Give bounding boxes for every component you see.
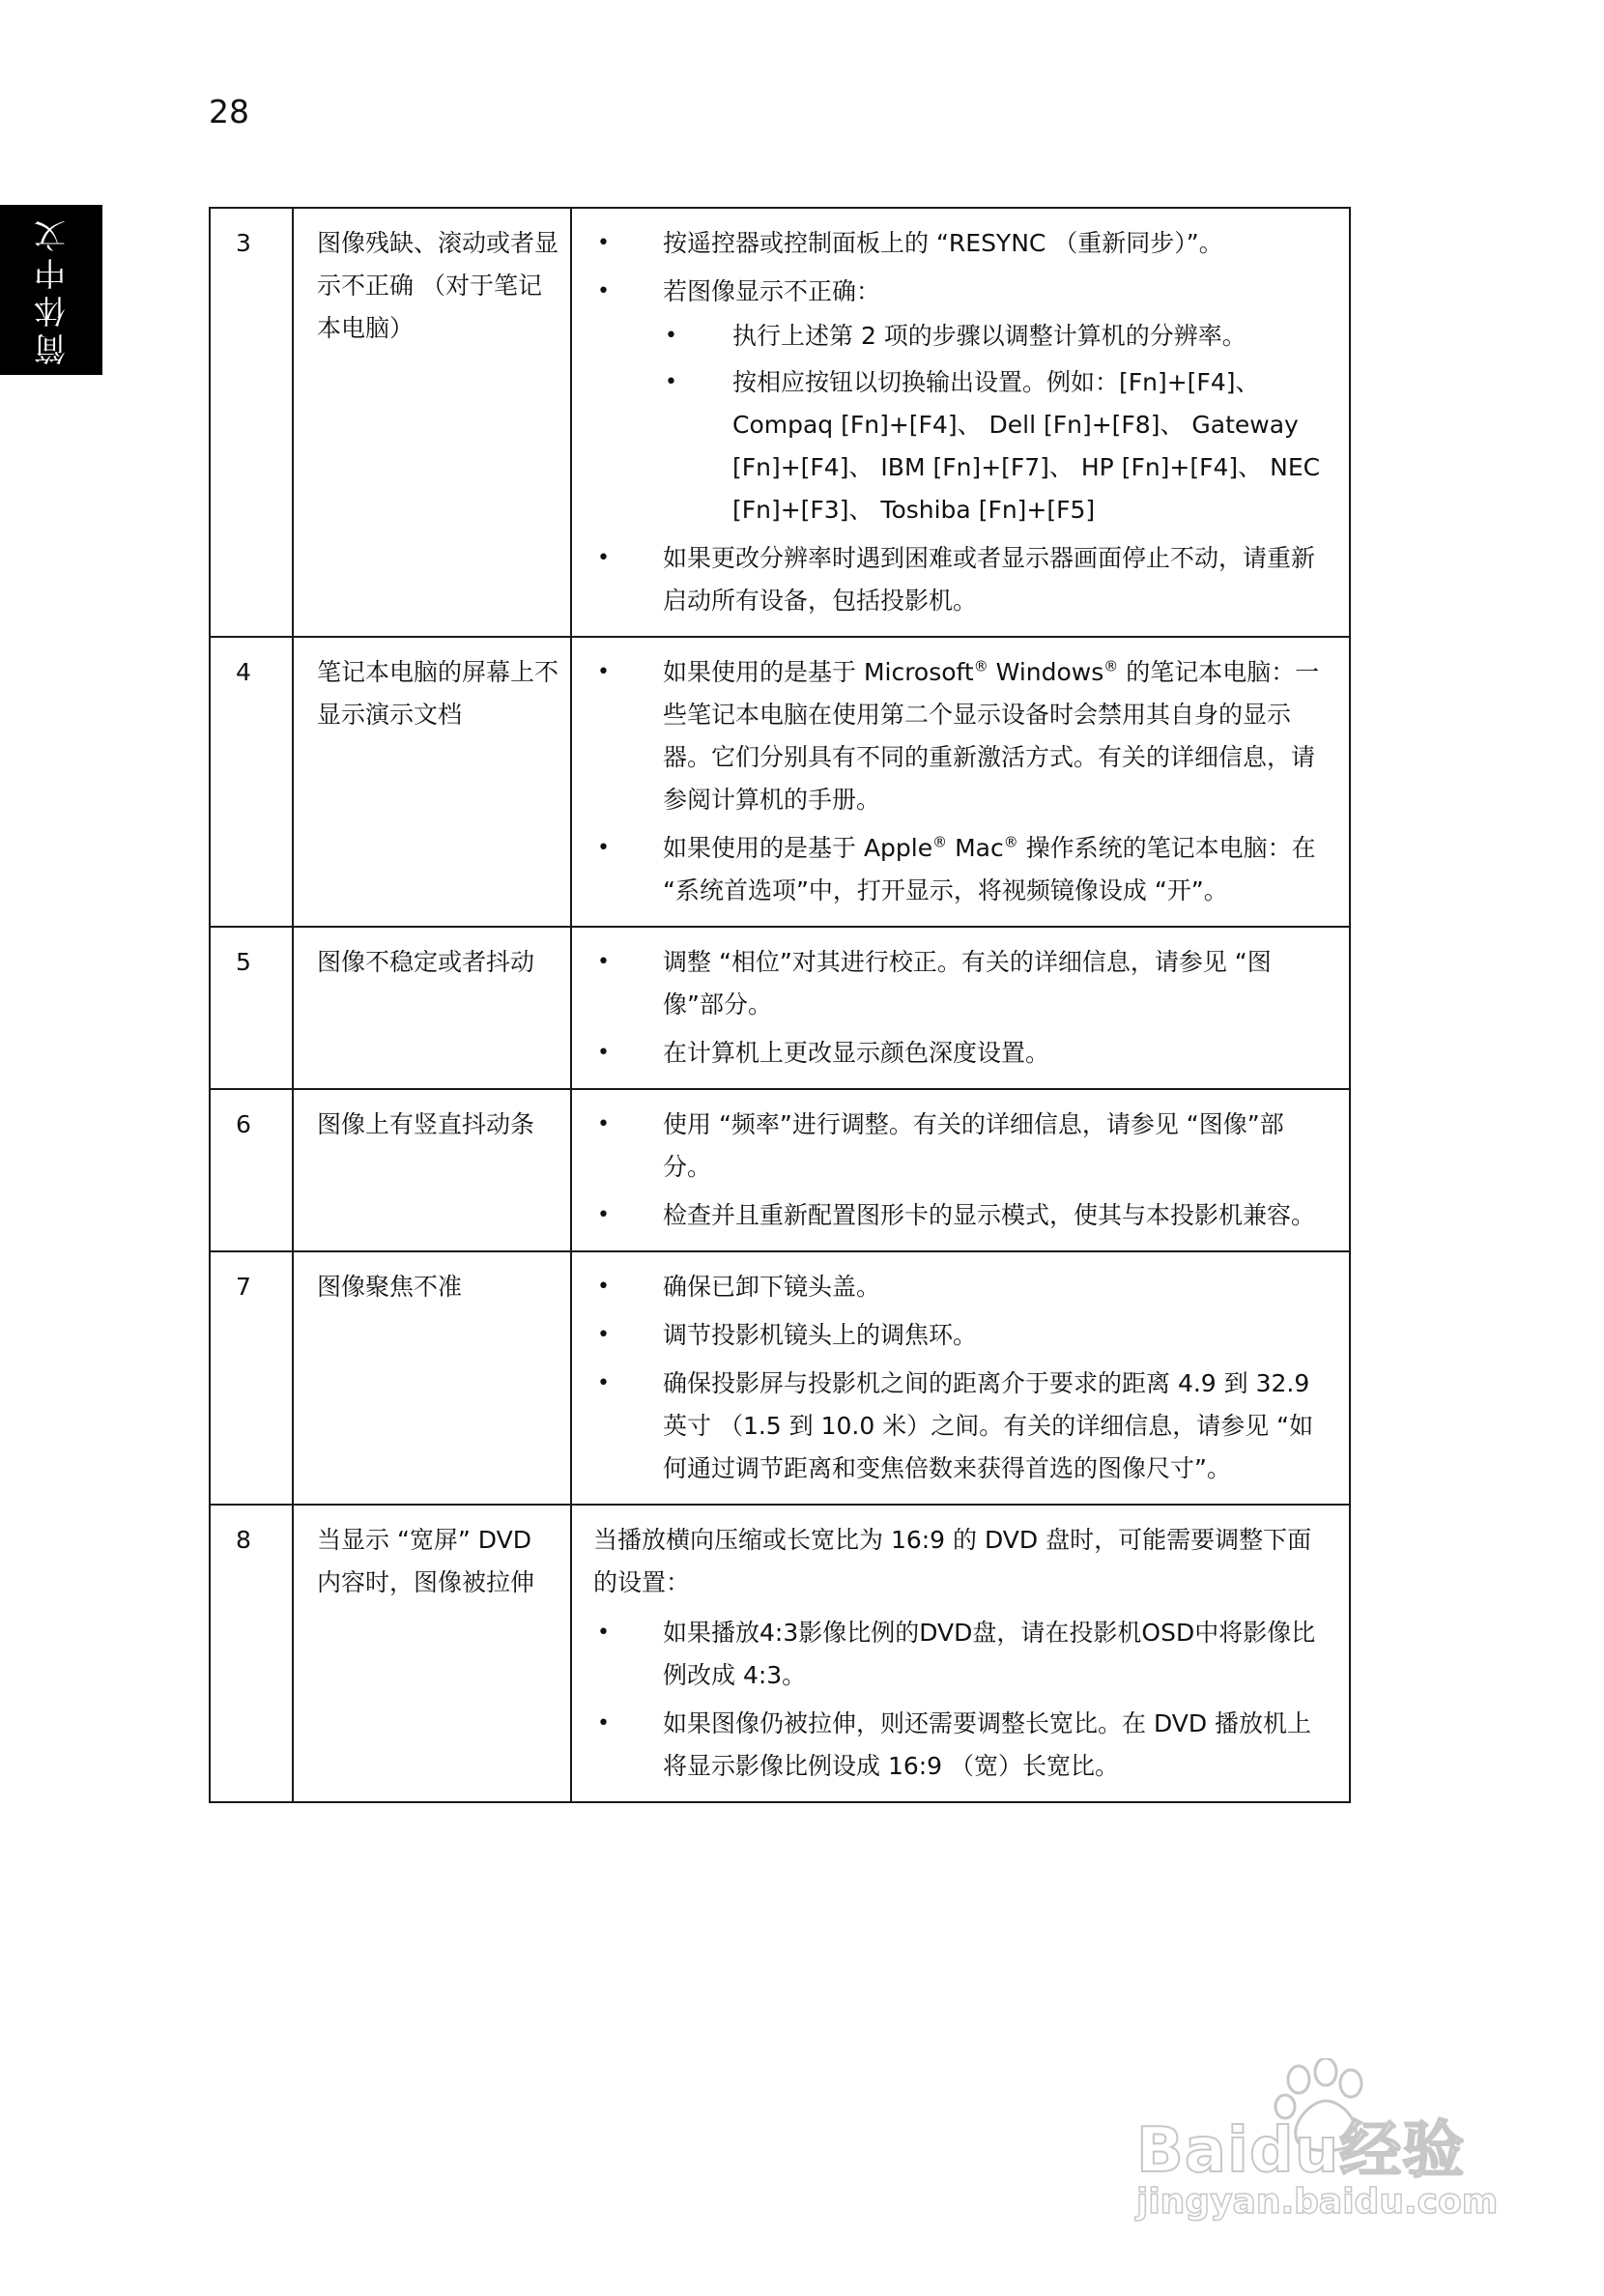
bullet-icon: • — [597, 1711, 610, 1736]
solution-text: 如果使用的是基于 Apple® Mac® 操作系统的笔记本电脑：在 “系统首选项”中，打开显示，将视频镜像设成 “开”。 — [663, 833, 1316, 904]
solution-cell — [571, 1251, 1350, 1505]
list-item — [593, 1032, 1326, 1075]
solution-text: 按遥控器或控制面板上的 “RESYNC （重新同步）”。 — [663, 229, 1223, 257]
registered-mark: ® — [1103, 657, 1119, 675]
solution-intro: 当播放横向压缩或长宽比为 16:9 的 DVD 盘时，可能需要调整下面的设置： — [593, 1526, 1312, 1596]
troubleshooting-table — [209, 207, 1351, 1803]
language-tab-label: 简体中文 — [32, 215, 71, 365]
solution-text: 如果更改分辨率时遇到困难或者显示器画面停止不动，请重新启动所有设备，包括投影机。 — [663, 544, 1316, 615]
row-number: 8 — [210, 1505, 293, 1802]
solution-cell — [571, 637, 1350, 927]
list-item — [593, 222, 1326, 265]
watermark-brand: Baidu经验 — [1136, 2115, 1466, 2187]
problem-cell: 图像残缺、滚动或者显示不正确 （对于笔记本电脑） — [293, 208, 571, 637]
list-item — [593, 271, 1326, 531]
solution-text: 执行上述第 2 项的步骤以调整计算机的分辨率。 — [732, 322, 1246, 350]
bullet-icon: • — [597, 231, 610, 255]
sub-list-item — [663, 361, 1326, 531]
list-item — [593, 651, 1326, 821]
problem-cell: 当显示 “宽屏” DVD 内容时，图像被拉伸 — [293, 1505, 571, 1802]
problem-cell: 图像上有竖直抖动条 — [293, 1089, 571, 1251]
row-number: 4 — [210, 637, 293, 927]
bullet-icon: • — [665, 324, 677, 348]
watermark-url: jingyan.baidu.com — [1136, 2182, 1499, 2222]
list-item — [593, 1612, 1326, 1697]
list-item — [593, 1104, 1326, 1189]
problem-cell: 笔记本电脑的屏幕上不显示演示文档 — [293, 637, 571, 927]
bullet-icon: • — [597, 1112, 610, 1136]
registered-mark: ® — [932, 833, 948, 851]
table-row — [210, 1089, 1350, 1251]
solution-text: 调整 “相位”对其进行校正。有关的详细信息，请参见 “图像”部分。 — [663, 948, 1272, 1019]
row-number: 6 — [210, 1089, 293, 1251]
baidu-watermark — [1132, 2054, 1509, 2238]
solution-cell — [571, 208, 1350, 637]
solution-text: 检查并且重新配置图形卡的显示模式，使其与本投影机兼容。 — [663, 1201, 1316, 1229]
list-item — [593, 1363, 1326, 1490]
solution-text: 调节投影机镜头上的调焦环。 — [663, 1321, 978, 1349]
list-item — [593, 1703, 1326, 1788]
bullet-icon: • — [597, 1371, 610, 1395]
registered-mark: ® — [1003, 833, 1018, 851]
bullet-icon: • — [597, 1275, 610, 1299]
list-item — [593, 1314, 1326, 1357]
bullet-icon: • — [597, 836, 610, 860]
list-item — [593, 1266, 1326, 1308]
sub-list-item — [663, 315, 1326, 358]
solution-text: 确保投影屏与投影机之间的距离介于要求的距离 4.9 到 32.9 英寸 （1.5 到 10.0 米）之间。有关的详细信息，请参见 “如何通过调节距离和变焦倍数来获得首选的图像尺寸”。 — [663, 1369, 1314, 1482]
list-item — [593, 827, 1326, 912]
list-item — [593, 537, 1326, 622]
solution-text: 如果使用的是基于 Microsoft® Windows® 的笔记本电脑：一些笔记本电脑在使用第二个显示设备时会禁用其自身的显示器。它们分别具有不同的重新激活方式。有关的详细信息，请参阅计算机的手册。 — [663, 657, 1320, 814]
bullet-icon: • — [597, 1621, 610, 1645]
problem-cell: 图像聚焦不准 — [293, 1251, 571, 1505]
table-row — [210, 208, 1350, 637]
bullet-icon: • — [597, 1041, 610, 1065]
solution-text: 在计算机上更改显示颜色深度设置。 — [663, 1039, 1050, 1067]
solution-text: 如果播放4:3影像比例的DVD盘，请在投影机OSD中将影像比例改成 4:3。 — [663, 1619, 1316, 1689]
list-item — [593, 1194, 1326, 1237]
table-row — [210, 1251, 1350, 1505]
bullet-icon: • — [665, 370, 677, 394]
row-number: 7 — [210, 1251, 293, 1505]
language-tab — [0, 205, 102, 375]
table-row — [210, 637, 1350, 927]
solution-text: 如果图像仍被拉伸，则还需要调整长宽比。在 DVD 播放机上将显示影像比例设成 16:9 （宽）长宽比。 — [663, 1709, 1312, 1780]
bullet-icon: • — [597, 279, 610, 303]
table-row — [210, 1505, 1350, 1802]
page-number: 28 — [209, 93, 249, 130]
bullet-icon: • — [597, 1323, 610, 1347]
bullet-icon: • — [597, 1203, 610, 1227]
solution-text: 按相应按钮以切换输出设置。例如：[Fn]+[F4]、 Compaq [Fn]+[F4]、 Dell [Fn]+[F8]、 Gateway [Fn]+[F4]、 IBM [Fn]+[F7]、 HP [Fn]+[F4]、 NEC [Fn]+[F3]、 Toshiba [Fn]+[F5] — [732, 368, 1321, 524]
solution-text: 确保已卸下镜头盖。 — [663, 1273, 881, 1301]
solution-cell — [571, 927, 1350, 1089]
row-number: 5 — [210, 927, 293, 1089]
bullet-icon: • — [597, 546, 610, 570]
row-number: 3 — [210, 208, 293, 637]
solution-text: 若图像显示不正确： — [663, 277, 881, 305]
problem-cell: 图像不稳定或者抖动 — [293, 927, 571, 1089]
solution-cell — [571, 1089, 1350, 1251]
bullet-icon: • — [597, 950, 610, 974]
table-row — [210, 927, 1350, 1089]
solution-text: 使用 “频率”进行调整。有关的详细信息，请参见 “图像”部分。 — [663, 1110, 1284, 1181]
list-item — [593, 941, 1326, 1026]
registered-mark: ® — [973, 657, 988, 675]
solution-cell — [571, 1505, 1350, 1802]
bullet-icon: • — [597, 660, 610, 684]
